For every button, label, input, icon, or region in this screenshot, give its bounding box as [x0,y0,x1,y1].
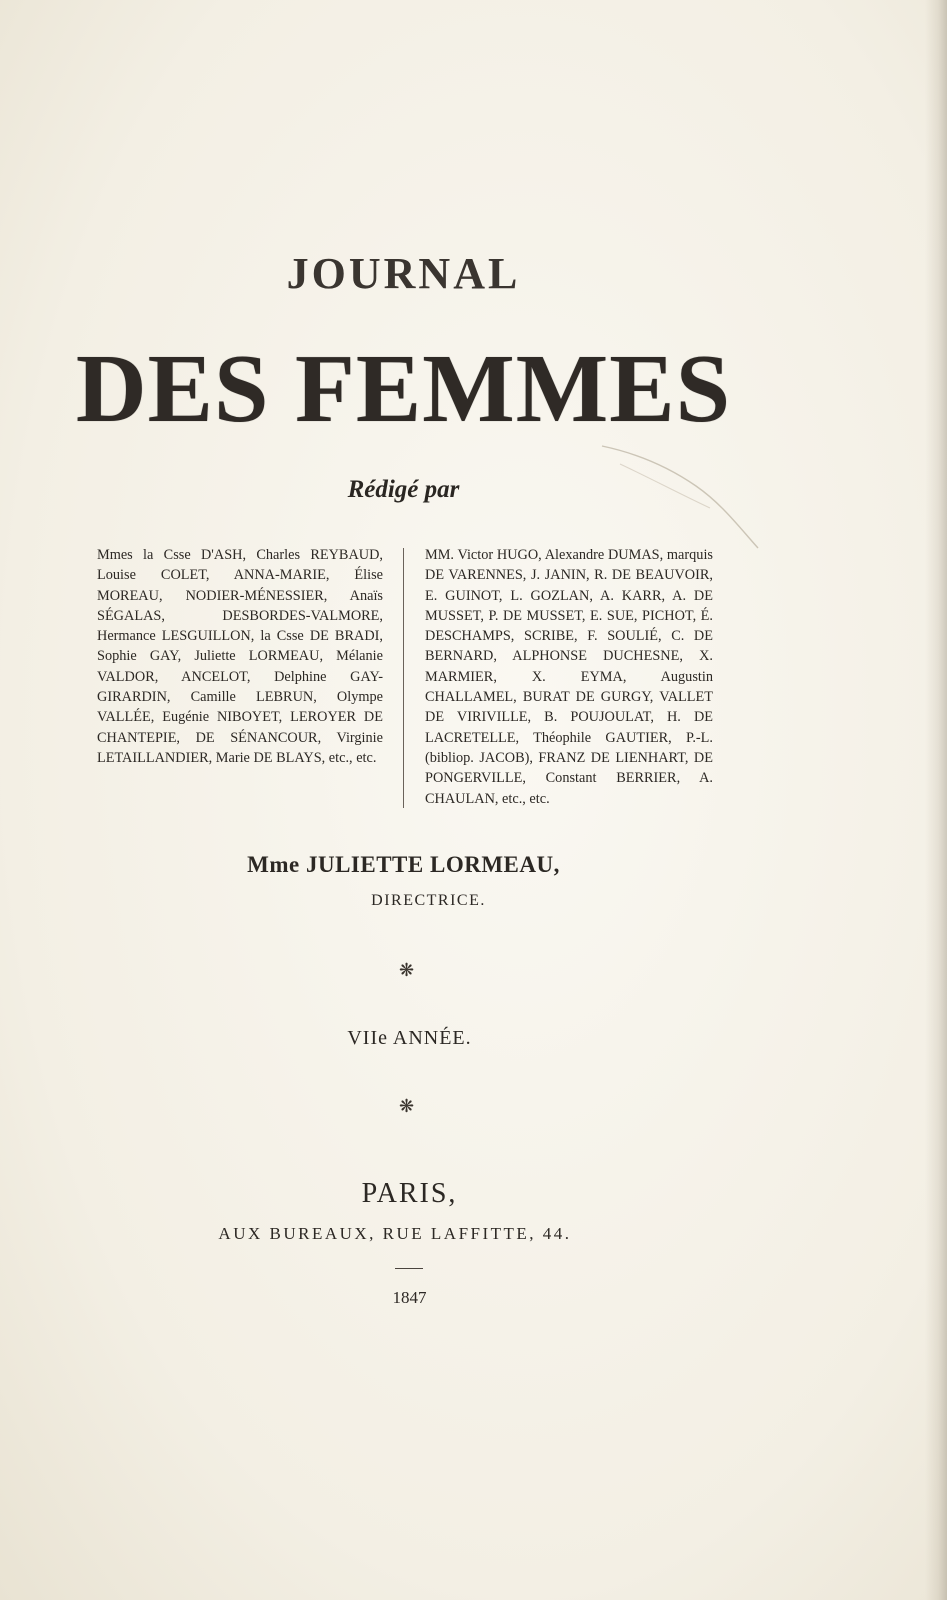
column-divider [403,548,404,808]
director-name: Mme JULIETTE LORMEAU, [247,852,560,877]
contributors-men: MM. Victor HUGO, Alexandre DUMAS, marquis DE VARENNES, J. JANIN, R. DE BEAUVOIR, E. GUINOT, L. GOZLAN, A. KARR, A. DE MUSSET, P. DE MUSSET, E. SUE, PICHOT, É. DESCHAMPS, SCRIBE, F. SOULIÉ, C. DE BERNARD, ALPHONSE DUCHESNE, X. MARMIER, X. EYMA, Augustin CHALLAMEL, BURAT DE GURGY, VALLET DE VIRIVILLE, B. POUJOULAT, H. DE LACRETELLE, Théophile GAUTIER, P.-L. (bibliop. JACOB), FRANZ DE LIENHART, DE PONGERVILLE, Constant BERRIER, A. CHAULAN, etc., etc. [425,547,713,807]
publication-year: 1847 [392,1288,427,1307]
page-edge-shadow [925,0,947,1600]
director-role: DIRECTRICE. [371,892,486,909]
publisher-address: AUX BUREAUX, RUE LAFFITTE, 44. [218,1224,572,1243]
contributors-women: Mmes la Csse D'ASH, Charles REYBAUD, Louise COLET, ANNA-MARIE, Élise MOREAU, NODIER-MÉNESSIER, Anaïs SÉGALAS, DESBORDES-VALMORE, Hermance LESGUILLON, la Csse DE BRADI, Sophie GAY, Juliette LORMEAU, Mélanie VALDOR, ANCELOT, Delphine GAY-GIRARDIN, Camille LEBRUN, Olympe VALLÉE, Eugénie NIBOYET, LEROYER DE CHANTEPIE, DE SÉNANCOUR, Virginie LETAILLANDIER, Marie DE BLAYS, etc., etc. [97,547,383,766]
title-line-des-femmes: DES FEMMES [75,335,732,443]
edited-by-label: Rédigé par [347,476,460,503]
publisher-city: PARIS, [361,1178,458,1209]
title-line-journal: JOURNAL [286,249,521,298]
ornament-icon: ❋ [398,1096,415,1116]
edition-year: VIIe ANNÉE. [347,1027,472,1049]
short-divider [395,1268,423,1269]
ornament-icon: ❋ [398,960,415,980]
